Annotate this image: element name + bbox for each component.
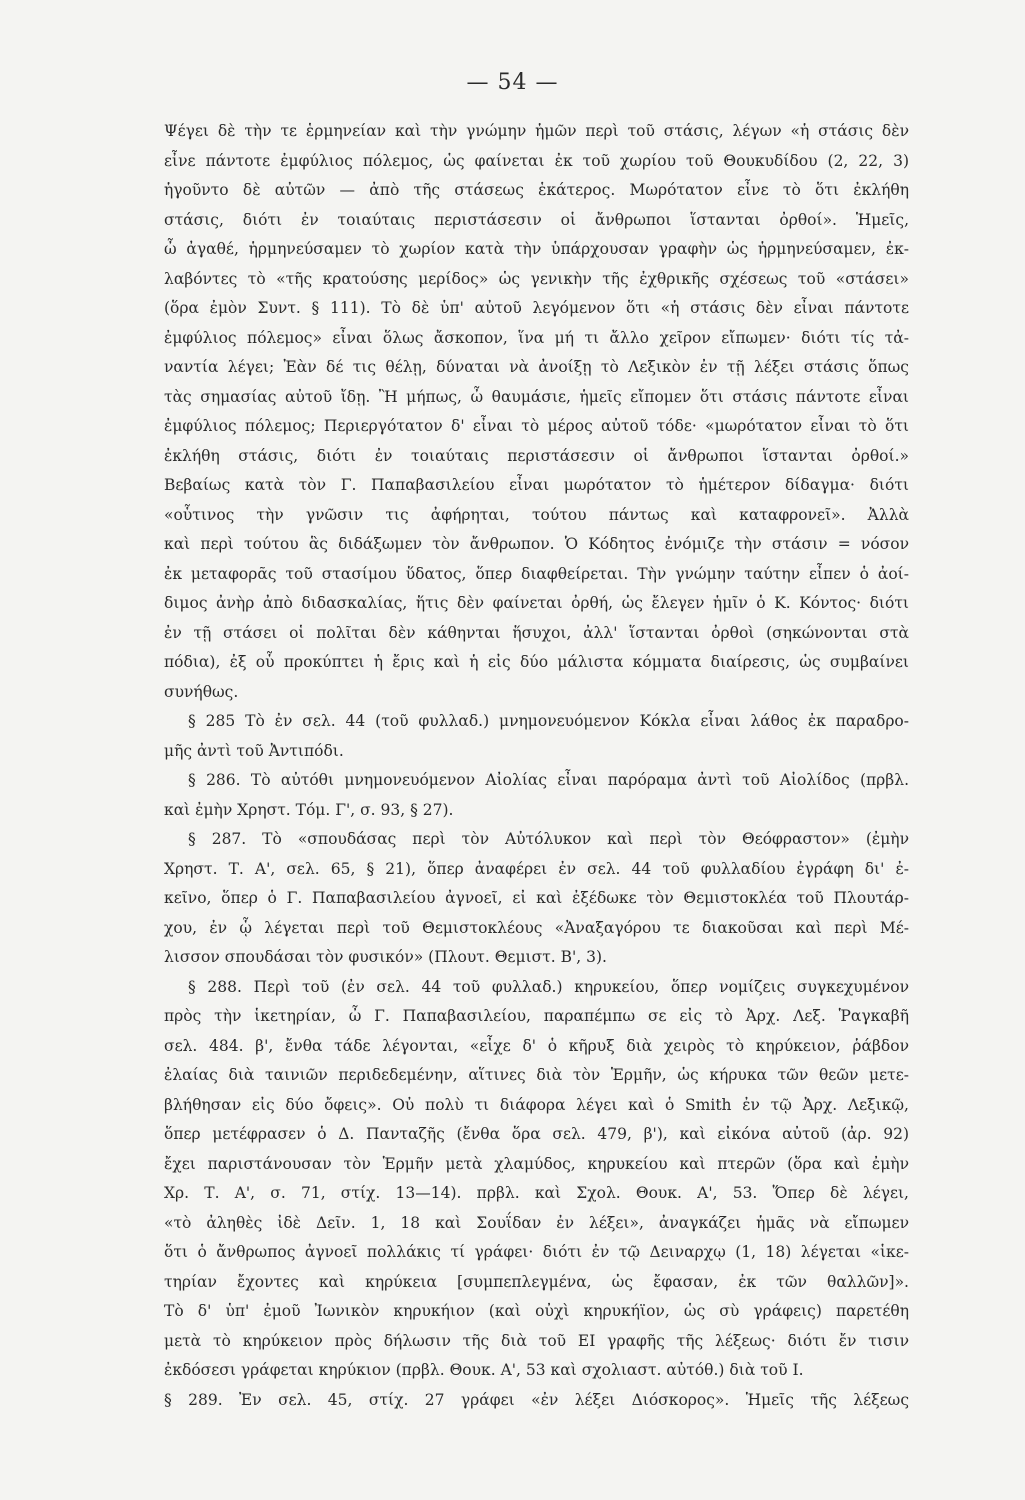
text-line: σελ. 484. β', ἔνθα τάδε λέγονται, «εἶχε δ' ὁ κῆρυξ διὰ χειρὸς τὸ κηρύκειον, ῥάβδον [164,1036,909,1055]
page-number: — 54 — [466,70,559,95]
text-line: πόδια), ἐξ οὗ προκύπτει ἡ ἔρις καὶ ἡ εἰς δύο μάλιστα κόμματα διαίρεσις, ὡς συμβαίνει [164,653,909,671]
text-line: πρὸς τὴν ἱκετηρίαν, ὦ Γ. Παπαβασιλείου, παραπέμπω σε εἰς τὸ Ἀρχ. Λεξ. Ῥαγκαβῆ [164,1007,909,1025]
text-line: μῆς ἀντὶ τοῦ Ἀντιπόδι. [164,741,344,760]
text-line: μετὰ τὸ κηρύκειον πρὸς δήλωσιν τῆς διὰ τοῦ ΕΙ γραφῆς τῆς λέξεως· διότι ἔν τισιν [164,1331,909,1350]
text-line: τὰς σημασίας αὐτοῦ ἴδῃ. Ἢ μήπως, ὦ θαυμάσιε, ἡμεῖς εἴπομεν ὅτι στάσις πάντοτε εἶναι [164,387,909,406]
text-line: ὅτι ὁ ἄνθρωπος ἀγνοεῖ πολλάκις τί γράφει· διότι ἐν τῷ Δειναρχῳ (1, 18) λέγεται «ἱκε- [164,1243,909,1261]
text-line: λισσον σπουδάσαι τὸν φυσικόν» (Πλουτ. Θεμιστ. Β', 3). [164,948,607,966]
text-line: ἐλαίας διὰ ταινιῶν περιδεδεμένην, αἵτινες διὰ τὸν Ἑρμῆν, ὡς κήρυκα τῶν θεῶν μετε- [164,1066,909,1084]
text-line: (ὅρα ἐμὸν Συντ. § 111). Τὸ δὲ ὑπ' αὐτοῦ λεγόμενον ὅτι «ἡ στάσις δὲν εἶναι πάντοτε [164,299,909,317]
text-line: κεῖνο, ὅπερ ὁ Γ. Παπαβασιλείου ἀγνοεῖ, εἰ καὶ ἐξέδωκε τὸν Θεμιστοκλέα τοῦ Πλουτάρ- [164,889,909,907]
text-line: Ψέγει δὲ τὴν τε ἑρμηνείαν καὶ τὴν γνώμην ἡμῶν περὶ τοῦ στάσις, λέγων «ἡ στάσις δὲν [164,122,909,140]
text-line: διμος ἀνὴρ ἀπὸ διδασκαλίας, ἥτις δὲν φαίνεται ὀρθή, ὡς ἔλεγεν ἡμῖν ὁ Κ. Κόντος· διότι [164,594,909,612]
text-line: τηρίαν ἔχοντες καὶ κηρύκεια [συμπεπλεγμένα, ὡς ἔφασαν, ἐκ τῶν θαλλῶν]». [164,1272,909,1291]
text-line: καὶ περὶ τούτου ἃς διδάξωμεν τὸν ἄνθρωπον. Ὁ Κόδητος ἐνόμιζε τὴν στάσιν = νόσον [164,535,909,553]
text-line: Χρ. Τ. Α', σ. 71, στίχ. 13—14). πρβλ. καὶ Σχολ. Θουκ. Α', 53. Ὅπερ δὲ λέγει, [164,1184,909,1202]
text-line: χου, ἐν ᾧ λέγεται περὶ τοῦ Θεμιστοκλέους «Ἀναξαγόρου τε διακοῦσαι καὶ περὶ Μέ- [164,918,909,937]
text-line: ἔχει παριστάνουσαν τὸν Ἑρμῆν μετὰ χλαμύδος, κηρυκείου καὶ πτερῶν (ὅρα καὶ ἐμὴν [164,1154,909,1173]
text-line: στάσις, διότι ἐν τοιαύταις περιστάσεσιν οἱ ἄνθρωποι ἵστανται ὀρθοί». Ἡμεῖς, [164,210,909,229]
text-line: ἐκδόσεσι γράφεται κηρύκιον (πρβλ. Θουκ. Α', 53 καὶ σχολιαστ. αὐτόθ.) διὰ τοῦ Ι. [164,1361,804,1379]
text-line: ἐκλήθη στάσις, διότι ἐν τοιαύταις περιστάσεσιν οἱ ἄνθρωποι ἵστανται ὀρθοί.» [164,446,909,465]
section-289-line: § 289. Ἐν σελ. 45, στίχ. 27 γράφει «ἐν λέξει Διόσκορος». Ἡμεῖς τῆς λέξεως [164,1390,909,1409]
text-line: εἶνε πάντοτε ἐμφύλιος πόλεμος, ὡς φαίνεται ἐκ τοῦ χωρίου τοῦ Θουκυδίδου (2, 22, 3) [164,151,909,170]
text-line: ἡγοῦντο δὲ αὐτῶν — ἀπὸ τῆς στάσεως ἑκάτερος. Μωρότατον εἶνε τὸ ὅτι ἐκλήθη [164,181,909,199]
text-line: ἐμφύλιος πόλεμος; Περιεργότατον δ' εἶναι τὸ μέρος αὐτοῦ τόδε· «μωρότατον εἶναι τὸ ὅτι [164,417,909,435]
section-287-line: § 287. Τὸ «σπουδάσας περὶ τὸν Αὐτόλυκον καὶ περὶ τὸν Θεόφραστον» (ἐμὴν [188,830,909,848]
text-line: καὶ ἐμὴν Χρηστ. Τόμ. Γ', σ. 93, § 27). [164,800,454,819]
text-line: «οὗτινος τὴν γνῶσιν τις ἀφήρηται, τούτου πάντως καὶ καταφρονεῖ». Ἀλλὰ [164,505,909,524]
text-line: ἐν τῇ στάσει οἱ πολῖται δὲν κάθηνται ἥσυχοι, ἀλλ' ἵστανται ὀρθοὶ (σηκώνονται στὰ [164,623,909,642]
text-line: «τὸ ἀληθὲς ἰδὲ Δεῖν. 1, 18 καὶ Σουΐδαν ἐν λέξει», ἀναγκάζει ἡμᾶς νὰ εἴπωμεν [164,1213,909,1232]
text-line: ὅπερ μετέφρασεν ὁ Δ. Πανταζῆς (ἔνθα ὅρα σελ. 479, β'), καὶ εἰκόνα αὐτοῦ (ἀρ. 92) [164,1125,909,1143]
text-line: συνήθως. [164,682,239,701]
section-285-line: § 285 Τὸ ἐν σελ. 44 (τοῦ φυλλαδ.) μνημονευόμενον Κόκλα εἶναι λάθος ἐκ παραδρο- [188,712,909,730]
text-line: βλήθησαν εἰς δύο ὄφεις». Οὐ πολὺ τι διάφορα λέγει καὶ ὁ Smith ἐν τῷ Ἀρχ. Λεξικῷ, [164,1095,909,1114]
text-line: Χρηστ. Τ. Α', σελ. 65, § 21), ὅπερ ἀναφέρει ἐν σελ. 44 τοῦ φυλλαδίου ἐγράφη δι' ἐ- [164,859,909,878]
section-288-line: § 288. Περὶ τοῦ (ἐν σελ. 44 τοῦ φυλλαδ.) κηρυκείου, ὅπερ νομίζεις συγκεχυμένον [188,977,909,996]
text-line: ἐμφύλιος πόλεμος» εἶναι ὅλως ἄσκοπον, ἵνα μή τι ἄλλο χεῖρον εἴπωμεν· διότι τίς τἀ- [164,328,909,347]
text-line: ναντία λέγει; Ἐὰν δέ τις θέλῃ, δύναται νὰ ἀνοίξῃ τὸ Λεξικὸν ἐν τῇ λέξει στάσις ὅπως [164,358,909,376]
text-line: ὦ ἀγαθέ, ἡρμηνεύσαμεν τὸ χωρίον κατὰ τὴν ὑπάρχουσαν γραφὴν ὡς ἡρμηνεύσαμεν, ἐκ- [164,240,909,258]
text-line: Τὸ δ' ὑπ' ἐμοῦ Ἰωνικὸν κηρυκήιον (καὶ οὐχὶ κηρυκήϊον, ὡς σὺ γράφεις) παρετέθη [164,1302,909,1320]
text-line: Βεβαίως κατὰ τὸν Γ. Παπαβασιλείου εἶναι μωρότατον τὸ ἡμέτερον δίδαγμα· διότι [164,476,909,494]
text-line: ἐκ μεταφορᾶς τοῦ στασίμου ὕδατος, ὅπερ διαφθείρεται. Τὴν γνώμην ταύτην εἶπεν ὁ ἀοί- [164,564,909,583]
text-body [164,117,909,1415]
section-286-line: § 286. Τὸ αὐτόθι μνημονευόμενον Αἰολίας εἶναι παρόραμα ἀντὶ τοῦ Αἰολίδος (πρβλ. [188,771,909,789]
text-line: λαβόντες τὸ «τῆς κρατούσης μερίδος» ὡς γενικὴν τῆς ἐχθρικῆς σχέσεως τοῦ «στάσει» [164,269,909,288]
